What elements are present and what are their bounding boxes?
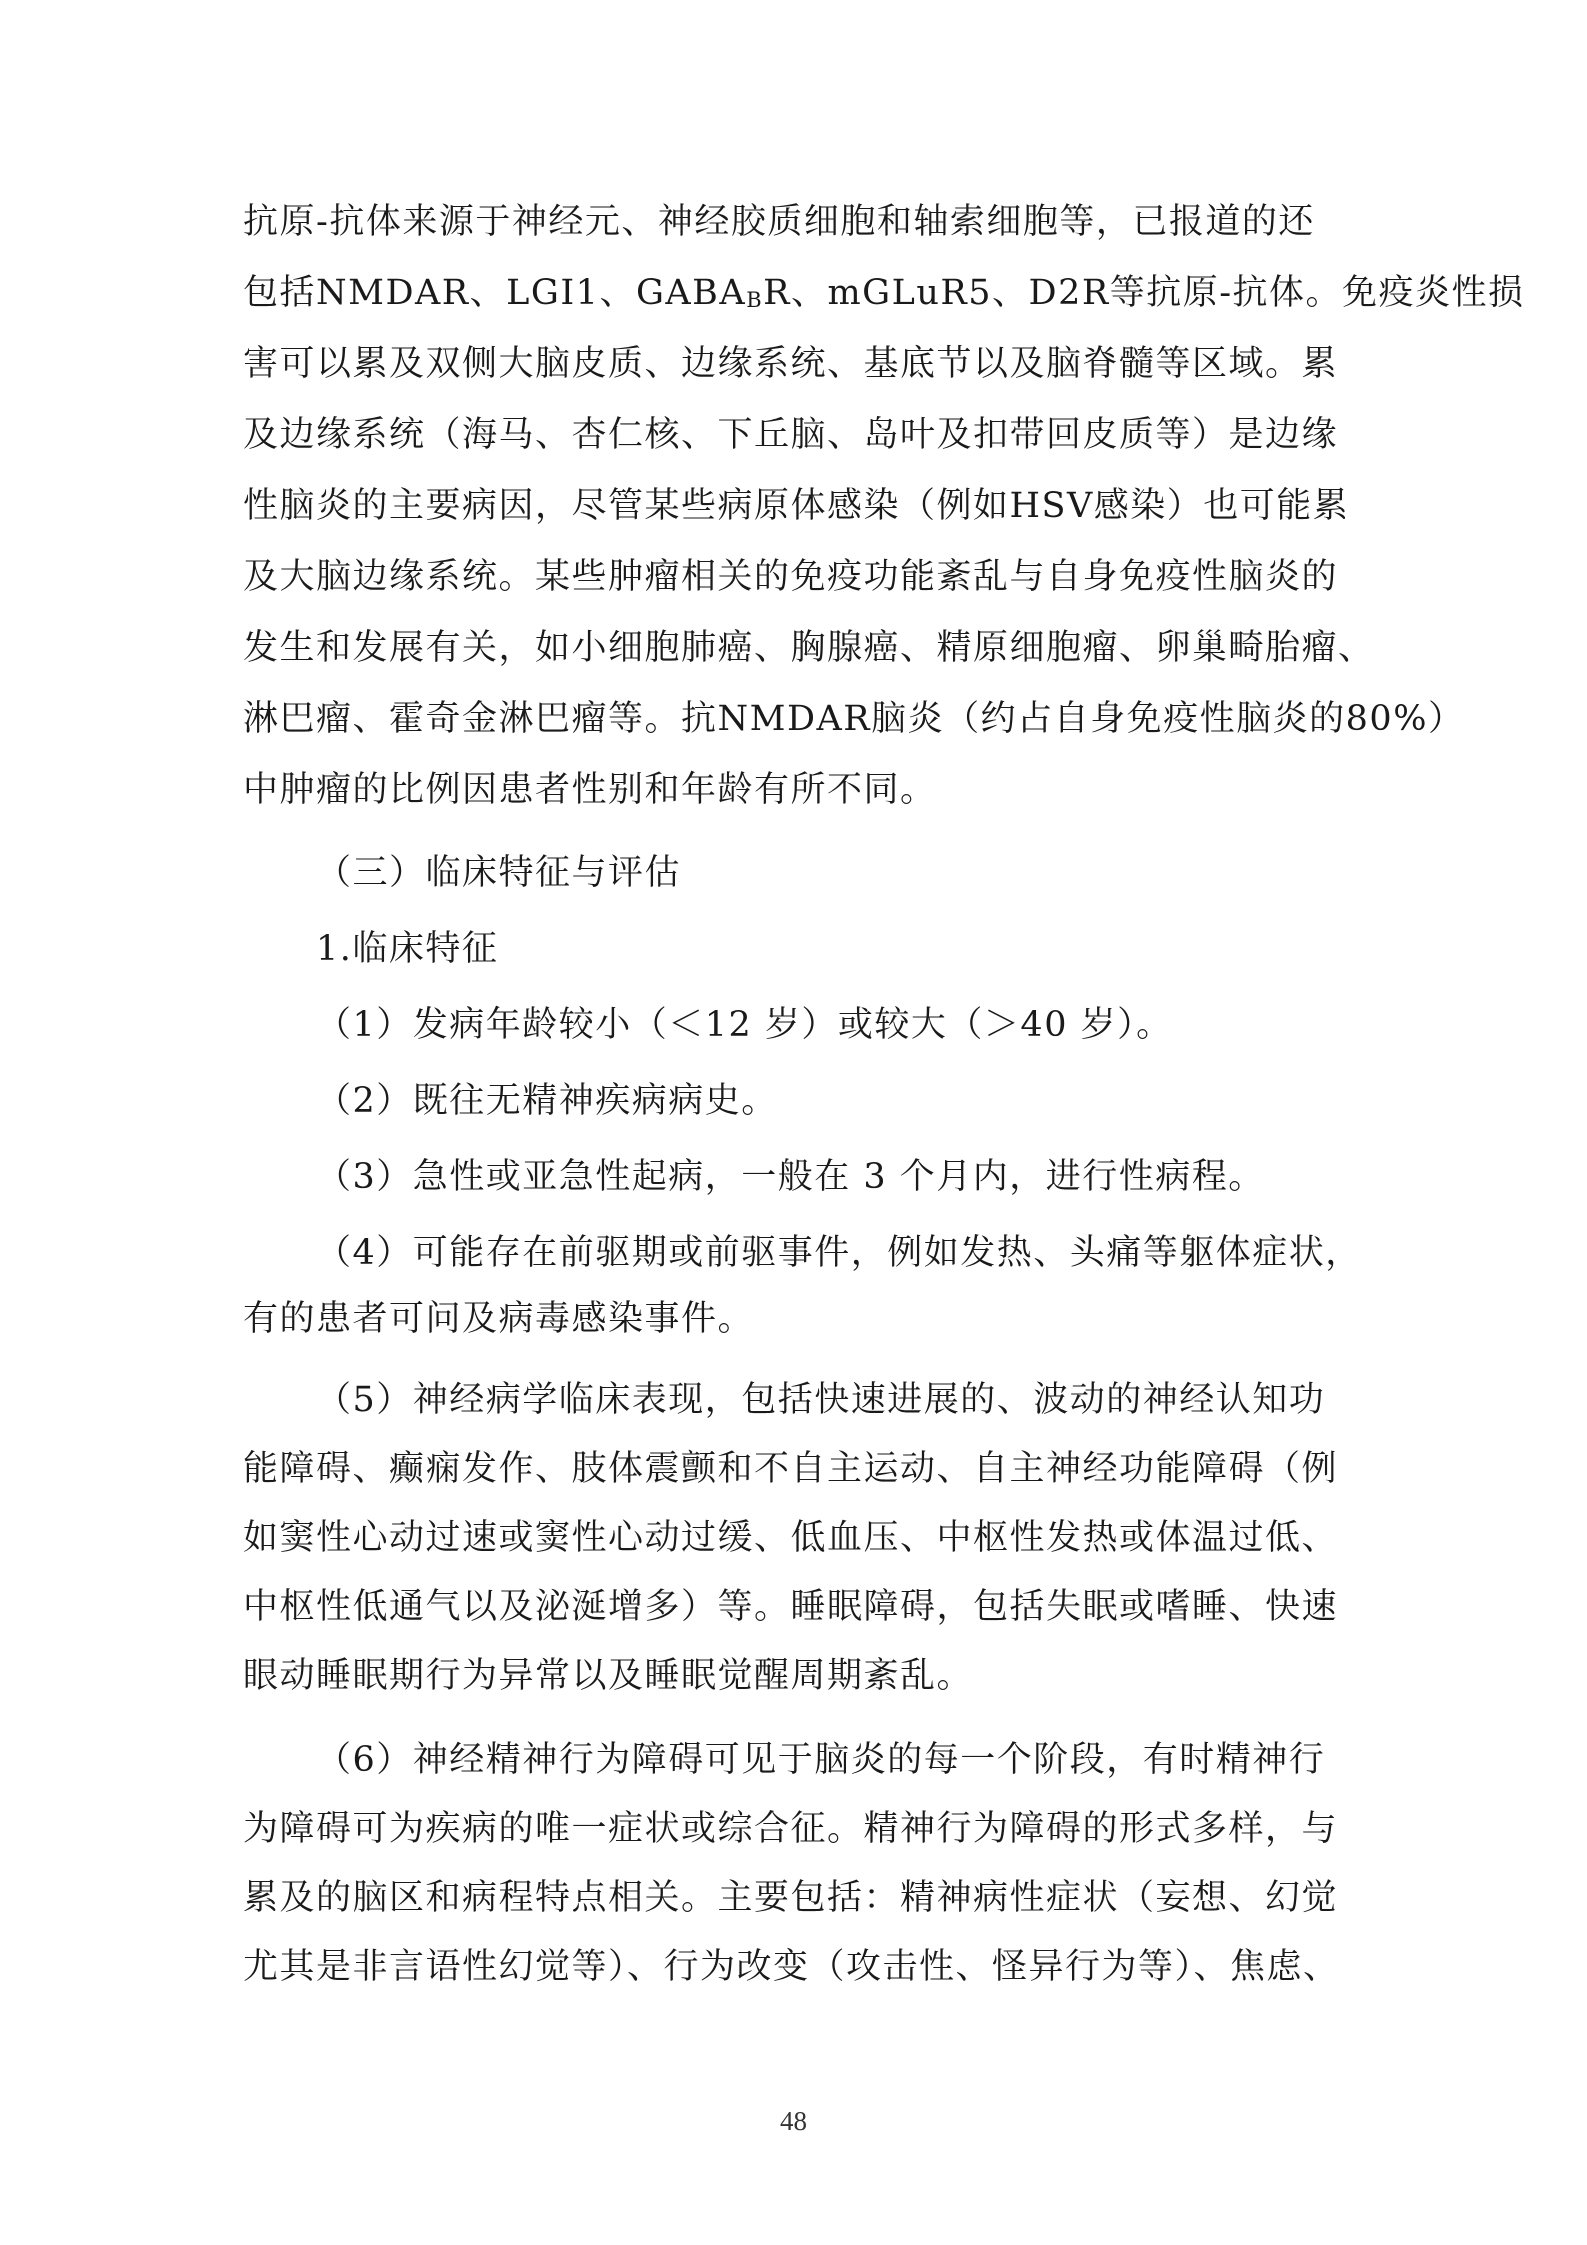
list-item-continuation: 中枢性低通气以及泌涎增多）等。睡眠障碍，包括失眠或嗜睡、快速 [243,1587,1339,1627]
text-segment: 包括NMDAR、LGI1、GABA [243,273,747,313]
body-text-line: 害可以累及双侧大脑皮质、边缘系统、基底节以及脑脊髓等区域。累 [243,344,1339,384]
body-text-line: 淋巴瘤、霍奇金淋巴瘤等。抗NMDAR脑炎（约占自身免疫性脑炎的80%） [243,699,1465,739]
list-item-continuation: 有的患者可问及病毒感染事件。 [243,1299,755,1339]
subscript-b: B [746,288,764,312]
list-item-continuation: 眼动睡眠期行为异常以及睡眠觉醒周期紊乱。 [243,1656,974,1696]
body-text-line: 及边缘系统（海马、杏仁核、下丘脑、岛叶及扣带回皮质等）是边缘 [243,415,1339,455]
list-item-continuation: 累及的脑区和病程特点相关。主要包括：精神病性症状（妄想、幻觉 [243,1878,1339,1918]
list-item: （6）神经精神行为障碍可见于脑炎的每一个阶段，有时精神行 [316,1740,1326,1780]
body-text-line: 中肿瘤的比例因患者性别和年龄有所不同。 [243,770,937,810]
body-text-line: 抗原-抗体来源于神经元、神经胶质细胞和轴索细胞等，已报道的还 [243,202,1315,242]
list-item: （2）既往无精神疾病病史。 [316,1081,778,1121]
subheading: 1.临床特征 [316,929,499,969]
body-text-line: 性脑炎的主要病因，尽管某些病原体感染（例如HSV感染）也可能累 [243,486,1350,526]
list-item-continuation: 为障碍可为疾病的唯一症状或综合征。精神行为障碍的形式多样，与 [243,1809,1339,1849]
list-item: （3）急性或亚急性起病，一般在 3 个月内，进行性病程。 [316,1157,1265,1197]
body-text-line: 及大脑边缘系统。某些肿瘤相关的免疫功能紊乱与自身免疫性脑炎的 [243,557,1339,597]
section-heading: （三）临床特征与评估 [316,853,682,893]
list-item: （5）神经病学临床表现，包括快速进展的、波动的神经认知功 [316,1380,1326,1420]
body-text-line [243,273,1525,313]
body-text-line: 发生和发展有关，如小细胞肺癌、胸腺癌、精原细胞瘤、卵巢畸胎瘤、 [243,628,1375,668]
list-item: （1）发病年龄较小（＜12 岁）或较大（＞40 岁）。 [316,1005,1173,1045]
list-item-continuation: 如窦性心动过速或窦性心动过缓、低血压、中枢性发热或体温过低、 [243,1518,1339,1558]
list-item-continuation: 尤其是非言语性幻觉等）、行为改变（攻击性、怪异行为等）、焦虑、 [243,1947,1340,1987]
list-item-continuation: 能障碍、癫痫发作、肢体震颤和不自主运动、自主神经功能障碍（例 [243,1449,1339,1489]
list-item: （4）可能存在前驱期或前驱事件，例如发热、头痛等躯体症状， [316,1233,1362,1273]
text-segment: R、mGLuR5、D2R等抗原-抗体。免疫炎性损 [763,273,1525,313]
page-number: 48 [780,2106,807,2136]
